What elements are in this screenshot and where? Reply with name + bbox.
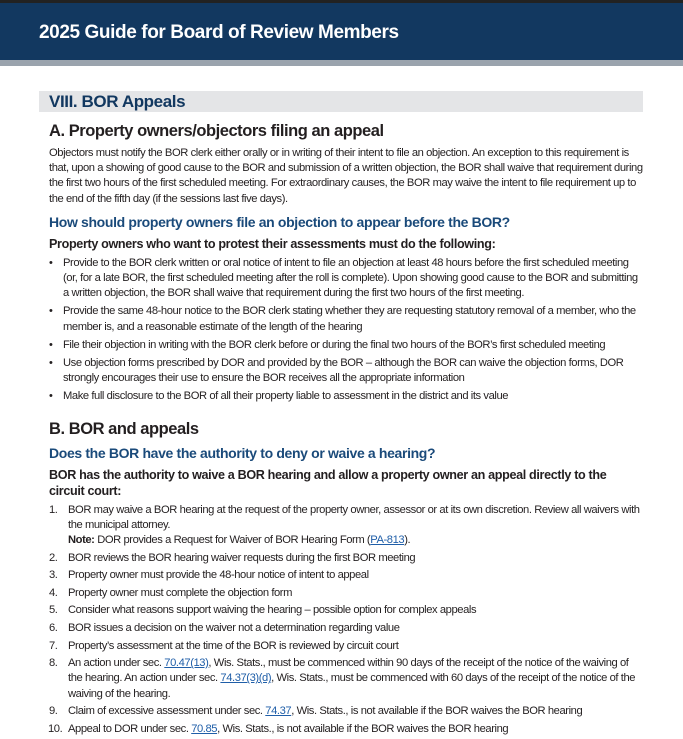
- objection-requirements-list: [49, 256, 643, 405]
- item-number: 7.: [49, 639, 58, 652]
- statute-74-37-3-d-link[interactable]: 74.37(3)(d): [220, 672, 272, 685]
- list-item: 1. BOR may waive a BOR hearing at the request of the property owner, assessor or at its own discretion. Review all waivers with the municipal attorney. Note: DOR provides a Request for Waiver of BOR Hearing Form (PA-813).: [49, 503, 640, 547]
- list-item: 4. Property owner must complete the objection form: [49, 586, 643, 601]
- statute-70-85-link[interactable]: 70.85: [191, 722, 218, 735]
- item-number: 1.: [49, 503, 58, 516]
- pa-813-form-link[interactable]: PA-813: [370, 534, 405, 547]
- list-item: 10. Appeal to DOR under sec. 70.85, Wis. Stats., is not available if the BOR waives the BOR hearing: [49, 722, 643, 737]
- header-divider: [0, 60, 683, 66]
- list-item: 7. Property’s assessment at the time of the BOR is reviewed by circuit court: [49, 639, 643, 654]
- subsection-a-question: How should property owners file an objection to appear before the BOR?: [49, 213, 510, 230]
- list-item: 9. Claim of excessive assessment under sec. 74.37, Wis. Stats., is not available if the BOR waives the BOR hearing: [49, 704, 643, 719]
- list-item: 6. BOR issues a decision on the waiver not a determination regarding value: [49, 621, 643, 636]
- section-title: VIII. BOR Appeals: [49, 92, 186, 111]
- list-item: • Provide to the BOR clerk written or oral notice of intent to file an objection at least 48 hours before the first scheduled meeting (or, for a late BOR, the first scheduled meeting after the roll is complete). Upon showing good cause to the BOR and submitting a written objection, the BOR shall waive that requirement during the first two hours of the first meeting.: [49, 256, 638, 300]
- list-item: • Make full disclosure to the BOR of all their property liable to assessment in the district and its value: [49, 389, 643, 404]
- list-item: 2. BOR reviews the BOR hearing waiver requests during the first BOR meeting: [49, 551, 643, 566]
- document-body: [49, 120, 643, 739]
- subsection-a-title: A. Property owners/objectors filing an appeal: [49, 122, 384, 140]
- document-header: [0, 3, 683, 60]
- document-title: 2025 Guide for Board of Review Members: [39, 22, 399, 43]
- item-number: 2.: [49, 551, 58, 564]
- bullet-icon: •: [49, 256, 53, 269]
- subsection-b-lead: BOR has the authority to waive a BOR hearing and allow a property owner an appeal directly to the circuit court:: [49, 467, 607, 498]
- list-item: 3. Property owner must provide the 48-hour notice of intent to appeal: [49, 568, 643, 583]
- item-number: 5.: [49, 604, 58, 617]
- statute-70-47-13-link[interactable]: 70.47(13): [164, 657, 209, 670]
- subsection-b-question: Does the BOR have the authority to deny or waive a hearing?: [49, 444, 436, 461]
- section-heading-bar: [39, 91, 643, 112]
- list-item: • Use objection forms prescribed by DOR and provided by the BOR – although the BOR can waive the objection forms, DOR strongly encourages their use to ensure the BOR receives all the appropriate information: [49, 357, 624, 385]
- statute-74-37-link[interactable]: 74.37: [265, 705, 292, 718]
- list-item: • Provide the same 48-hour notice to the BOR clerk stating whether they are requesting statutory removal of a member, who the member is, and a reasonable estimate of the length of the hearing: [49, 305, 636, 333]
- list-item: 8. An action under sec. 70.47(13), Wis. Stats., must be commenced within 90 days of the receipt of the notice of the waiving of the hearing. An action under sec. 74.37(3)(d), Wis. Stats., must be commenced with 60 days of the receipt of the notice of the waiving of the hearing.: [49, 657, 636, 700]
- bullet-icon: •: [49, 305, 53, 318]
- subsection-a-paragraph: Objectors must notify the BOR clerk either orally or in writing of their intent to file an objection. An exception to this requirement is that, upon a showing of good cause to the BOR and submission of a written objection, the BOR shall waive that requirement during the first two hours of the first scheduled meeting. For extraordinary causes, the BOR may waive the intent to file requirement up to the end of the fifth day (if the sessions last five days).: [49, 147, 643, 205]
- item-number: 3.: [49, 569, 58, 582]
- note-label: Note:: [68, 534, 95, 547]
- item-number: 9.: [49, 705, 58, 718]
- subsection-a-lead: Property owners who want to protest their assessments must do the following:: [49, 236, 496, 251]
- bullet-icon: •: [49, 390, 53, 403]
- list-item: • File their objection in writing with the BOR clerk before or during the final two hours of the BOR’s first scheduled meeting: [49, 338, 643, 353]
- item-number: 4.: [49, 586, 58, 599]
- item-number: 10.: [48, 722, 63, 735]
- bullet-icon: •: [49, 338, 53, 351]
- bullet-icon: •: [49, 357, 53, 370]
- subsection-b-title: B. BOR and appeals: [49, 419, 199, 438]
- item-number: 6.: [49, 622, 58, 635]
- waiver-steps-list: [49, 503, 643, 737]
- list-item: 5. Consider what reasons support waiving the hearing – possible option for complex appeals: [49, 603, 643, 618]
- item-number: 8.: [49, 657, 58, 670]
